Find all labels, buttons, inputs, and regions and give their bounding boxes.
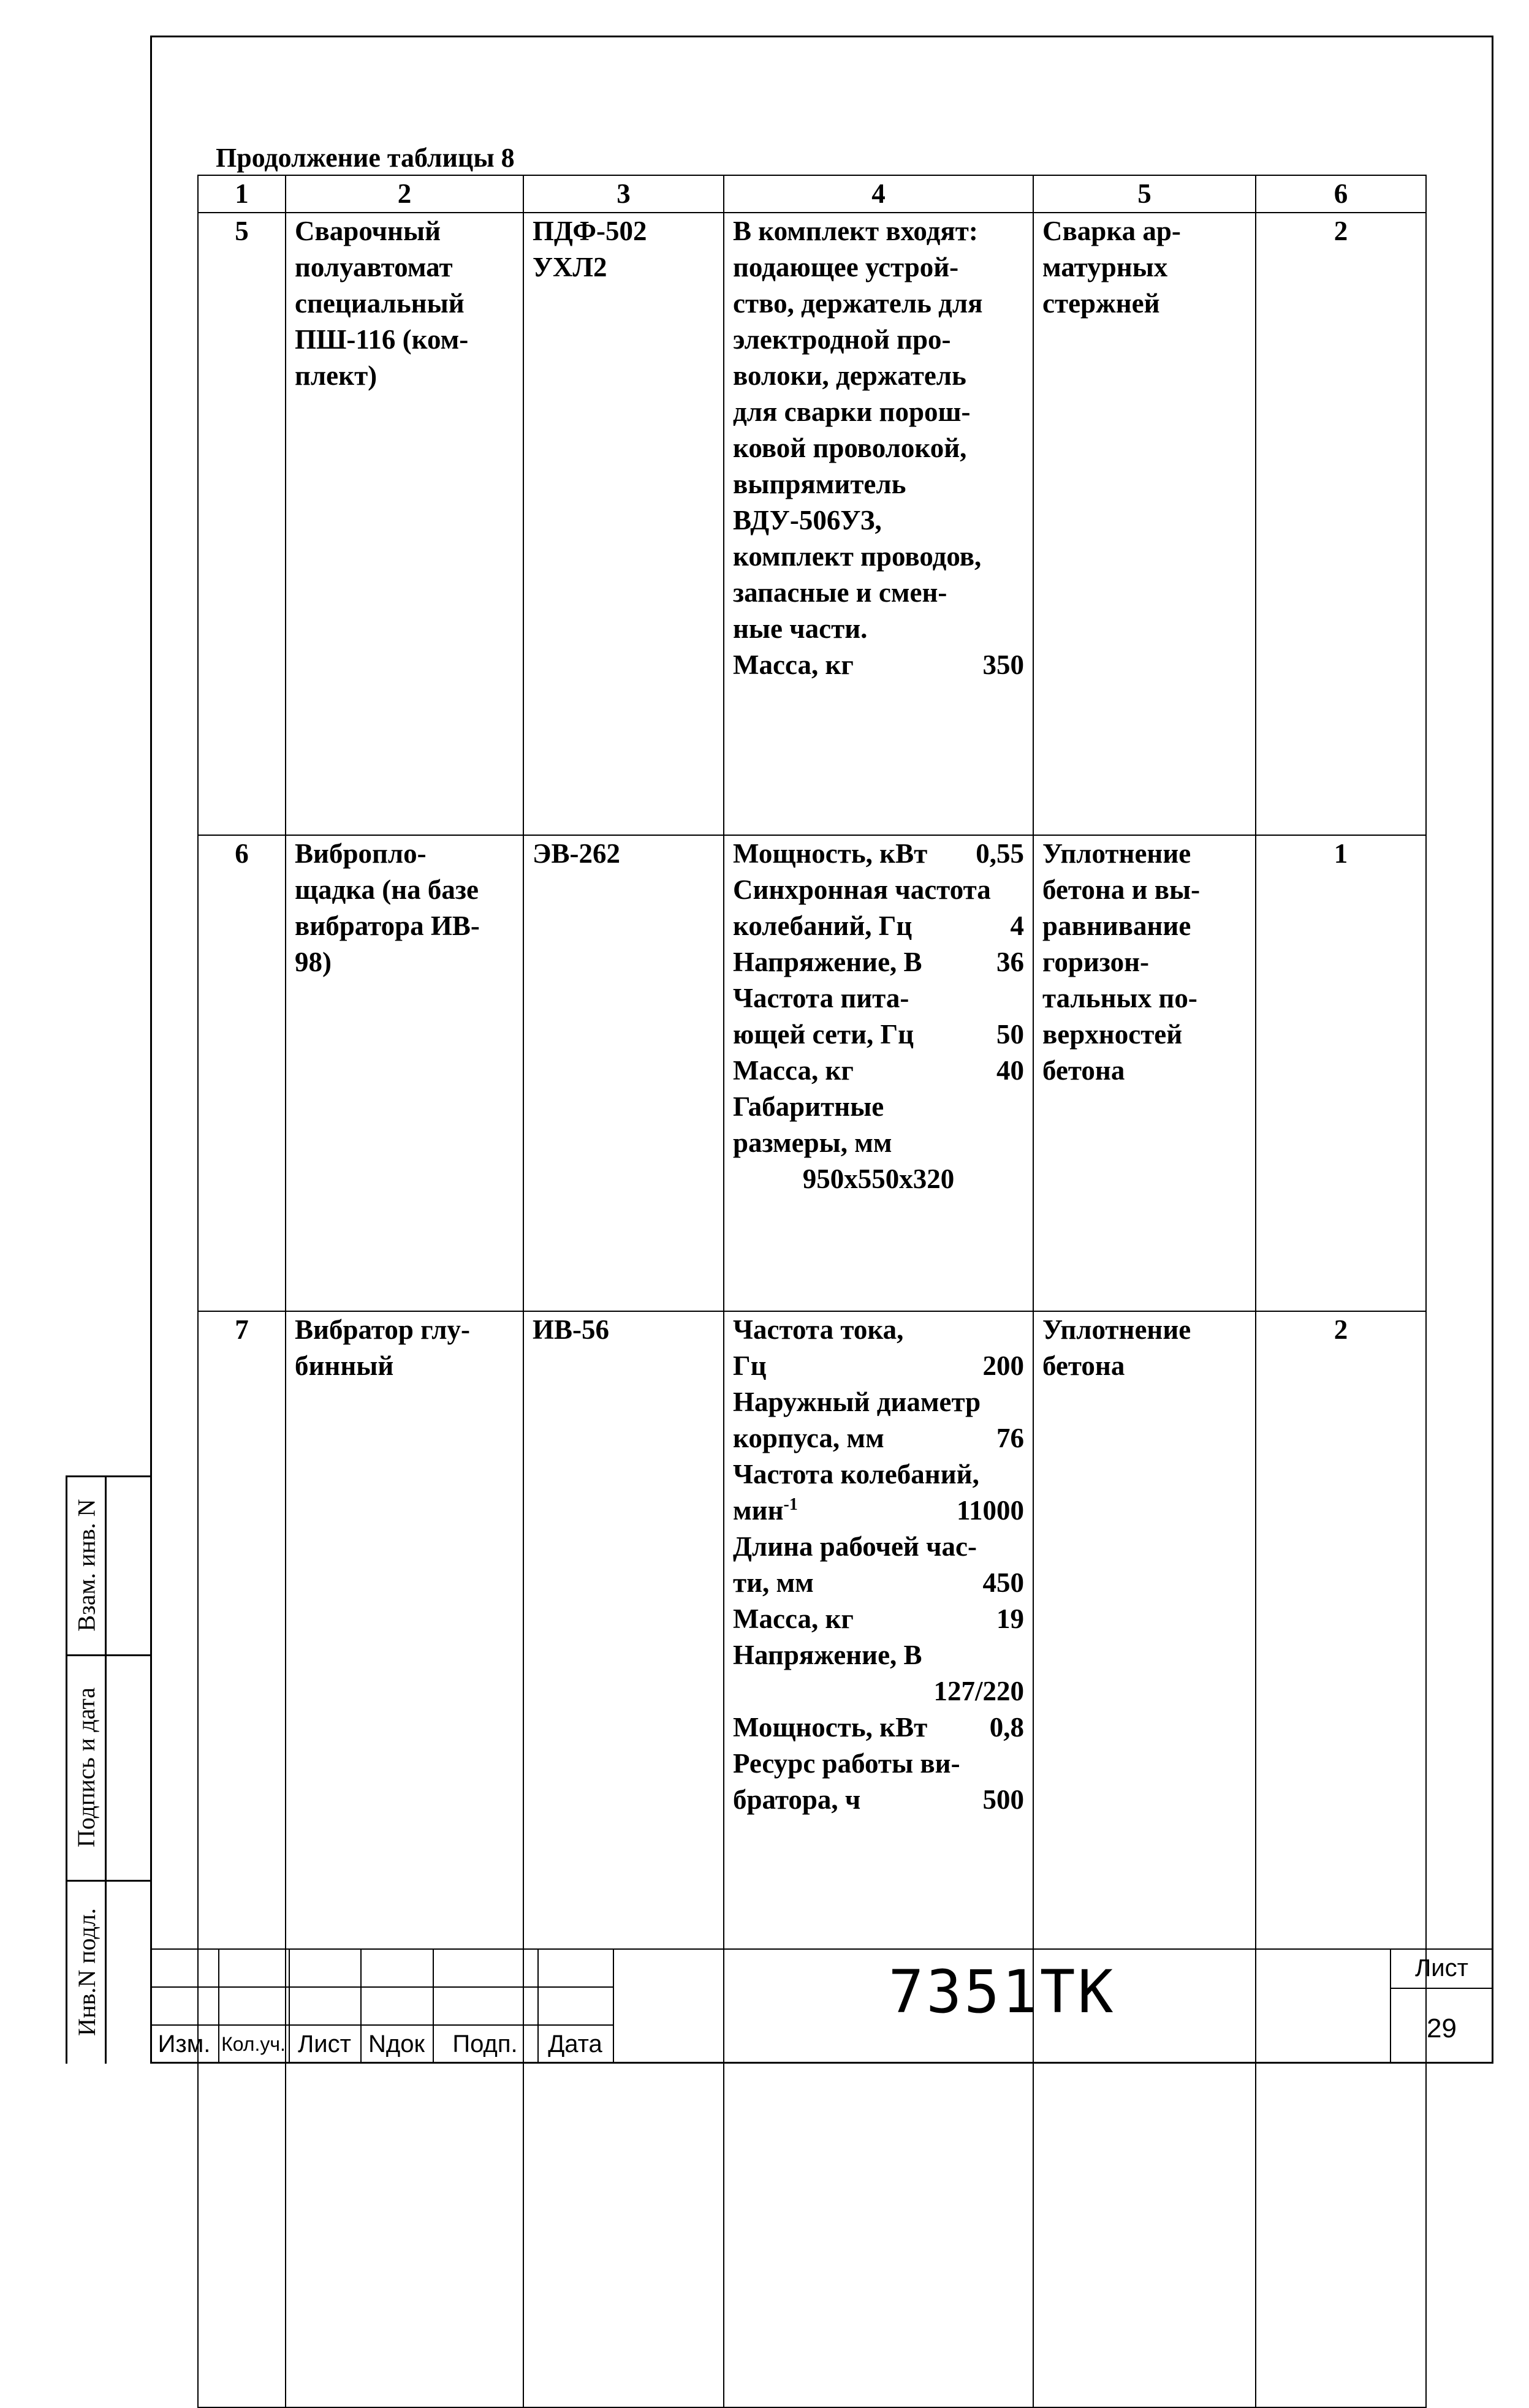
spec-value: 450 — [982, 1567, 1024, 1598]
row-number: 6 — [198, 835, 286, 1311]
spec-line — [733, 1709, 1024, 1746]
spec-line — [733, 1017, 1024, 1053]
spec-label: братора, ч — [733, 1784, 861, 1815]
equipment-name-line: бинный — [295, 1350, 394, 1381]
spec-line: 950x550x320 — [802, 1164, 955, 1194]
equipment-purpose-line: матурных — [1042, 252, 1168, 282]
equipment-model-line: ПДФ-502 — [533, 216, 647, 246]
column-header: 6 — [1256, 175, 1426, 213]
col-izm: Изм. — [157, 2030, 211, 2058]
spec-line: ковой проволокой, — [733, 433, 967, 463]
equipment-purpose — [1033, 1311, 1256, 2407]
equipment-model-line: ИВ-56 — [533, 1314, 610, 1345]
document-number: 7351ТК — [888, 1958, 1116, 2026]
spec-label: Масса, кг — [733, 1055, 854, 1086]
spec-line: Напряжение, В — [733, 1640, 922, 1670]
equipment-name — [286, 213, 523, 835]
spec-line — [733, 1493, 1024, 1529]
equipment-name — [286, 1311, 523, 2407]
col-list: Лист — [298, 2030, 351, 2058]
equipment-name-line: щадка (на базе — [295, 874, 479, 905]
replaced-inv-label: Взам. инв. N — [72, 1498, 101, 1632]
spec-line: волоки, держатель — [733, 360, 966, 391]
row-number: 7 — [198, 1311, 286, 2407]
specifications — [724, 213, 1033, 835]
spec-line — [733, 1782, 1024, 1818]
spec-value: 11000 — [956, 1495, 1024, 1526]
row-number: 5 — [198, 213, 286, 835]
spec-value: 350 — [982, 649, 1024, 680]
spec-line — [733, 647, 1024, 683]
spec-label: Напряжение, В — [733, 947, 922, 977]
equipment-name-line: специальный — [295, 288, 465, 319]
equipment-model — [523, 835, 724, 1311]
spec-line: Частота колебаний, — [733, 1459, 979, 1490]
spec-line — [733, 1053, 1024, 1089]
spec-line: Ресурс работы ви- — [733, 1748, 960, 1779]
equipment-name-line: Сварочный — [295, 216, 441, 246]
spec-line: запасные и смен- — [733, 577, 947, 608]
spec-line: Синхронная частота — [733, 874, 991, 905]
spec-line: Длина рабочей час- — [733, 1531, 977, 1562]
equipment-purpose-line: горизон- — [1042, 947, 1150, 977]
specifications — [724, 1311, 1033, 2407]
spec-line: комплект проводов, — [733, 541, 982, 572]
spec-line — [733, 836, 1024, 872]
spec-label: ющей сети, Гц — [733, 1019, 914, 1050]
col-ndok: Nдок — [368, 2030, 425, 2058]
table-row — [198, 1311, 1426, 2407]
spec-line — [733, 908, 1024, 944]
column-header: 4 — [724, 175, 1033, 213]
col-podp: Подп. — [452, 2030, 518, 2058]
equipment-purpose-line: равнивание — [1042, 911, 1191, 941]
signature-date-label: Подпись и дата — [72, 1687, 101, 1847]
equipment-purpose — [1033, 835, 1256, 1311]
side-stamp — [66, 1475, 150, 2064]
spec-label: мин — [733, 1495, 784, 1526]
spec-line: ство, держатель для — [733, 288, 983, 319]
spec-label: Мощность, кВт — [733, 1712, 928, 1743]
equipment-name-line: ПШ-116 (ком- — [295, 324, 469, 355]
spec-line: Частота тока, — [733, 1314, 904, 1345]
sheet-label: Лист — [1415, 1955, 1468, 1982]
table-header-row — [198, 175, 1426, 213]
column-header: 1 — [198, 175, 286, 213]
equipment-model — [523, 1311, 724, 2407]
spec-value: 0,55 — [976, 838, 1024, 869]
spec-value: 4 — [1010, 911, 1024, 941]
equipment-name-line: Вибратор глу- — [295, 1314, 470, 1345]
spec-value: 200 — [982, 1350, 1024, 1381]
equipment-name-line: 98) — [295, 947, 332, 977]
column-header: 5 — [1033, 175, 1256, 213]
table-caption: Продолжение таблицы 8 — [216, 143, 515, 173]
spec-line: Частота пита- — [733, 983, 909, 1013]
equipment-model-line: УХЛ2 — [533, 252, 607, 282]
equipment-model-line: ЭВ-262 — [533, 838, 621, 869]
equipment-purpose-line: бетона — [1042, 1055, 1125, 1086]
spec-line — [733, 1420, 1024, 1456]
equipment-purpose-line: тальных по- — [1042, 983, 1197, 1013]
quantity: 1 — [1256, 835, 1426, 1311]
spec-line: для сварки порош- — [733, 396, 971, 427]
spec-label: ти, мм — [733, 1567, 814, 1598]
spec-label: Гц — [733, 1350, 767, 1381]
equipment-model — [523, 213, 724, 835]
spec-label: колебаний, Гц — [733, 911, 912, 941]
spec-value: 19 — [996, 1603, 1024, 1634]
quantity: 2 — [1256, 1311, 1426, 2407]
spec-label: Масса, кг — [733, 1603, 854, 1634]
equipment-purpose-line: Уплотнение — [1042, 838, 1191, 869]
spec-label: корпуса, мм — [733, 1423, 884, 1453]
sheet-number: 29 — [1427, 2013, 1457, 2043]
equipment-name-line: плект) — [295, 360, 378, 391]
spec-line: ные части. — [733, 613, 868, 644]
spec-label: Масса, кг — [733, 649, 854, 680]
equipment-name-line: вибратора ИВ- — [295, 911, 480, 941]
equipment-name-line: полуавтомат — [295, 252, 453, 282]
spec-line — [733, 1601, 1024, 1637]
spec-value: 76 — [996, 1423, 1024, 1453]
equipment-name-line: Виброплo- — [295, 838, 427, 869]
spec-line: 127/220 — [933, 1676, 1024, 1706]
spec-value: 0,8 — [989, 1712, 1024, 1743]
column-header: 3 — [523, 175, 724, 213]
col-kol-uch: Кол.уч. — [221, 2032, 286, 2055]
equipment-purpose-line: стержней — [1042, 288, 1160, 319]
spec-value: 500 — [982, 1784, 1024, 1815]
spec-line — [733, 944, 1024, 980]
spec-value: 40 — [996, 1055, 1024, 1086]
table-row — [198, 213, 1426, 835]
spec-value: 36 — [996, 947, 1024, 977]
spec-value: 50 — [996, 1019, 1024, 1050]
equipment-purpose-line: верхностей — [1042, 1019, 1183, 1050]
spec-line: ВДУ-506УЗ, — [733, 505, 882, 536]
equipment-purpose-line: Сварка ар- — [1042, 216, 1181, 246]
specifications — [724, 835, 1033, 1311]
spec-line: Наружный диаметр — [733, 1387, 981, 1417]
table-row — [198, 835, 1426, 1311]
equipment-name — [286, 835, 523, 1311]
spec-line: выпрямитель — [733, 469, 906, 499]
spec-line — [733, 1348, 1024, 1384]
spec-line: В комплект входят: — [733, 216, 978, 246]
spec-line: электродной про- — [733, 324, 951, 355]
spec-line: подающее устрой- — [733, 252, 959, 282]
spec-label: Мощность, кВт — [733, 838, 928, 869]
equipment-purpose-line: бетона — [1042, 1350, 1125, 1381]
equipment-table — [197, 175, 1427, 2408]
spec-line: Габаритные — [733, 1091, 884, 1122]
col-data: Дата — [548, 2030, 602, 2058]
quantity: 2 — [1256, 213, 1426, 835]
inv-original-label: Инв.N подл. — [72, 1907, 101, 2036]
spec-line: размеры, мм — [733, 1127, 892, 1158]
spec-superscript: -1 — [783, 1495, 798, 1514]
column-header: 2 — [286, 175, 523, 213]
spec-line — [733, 1565, 1024, 1601]
equipment-purpose-line: Уплотнение — [1042, 1314, 1191, 1345]
equipment-purpose — [1033, 213, 1256, 835]
equipment-purpose-line: бетона и вы- — [1042, 874, 1201, 905]
